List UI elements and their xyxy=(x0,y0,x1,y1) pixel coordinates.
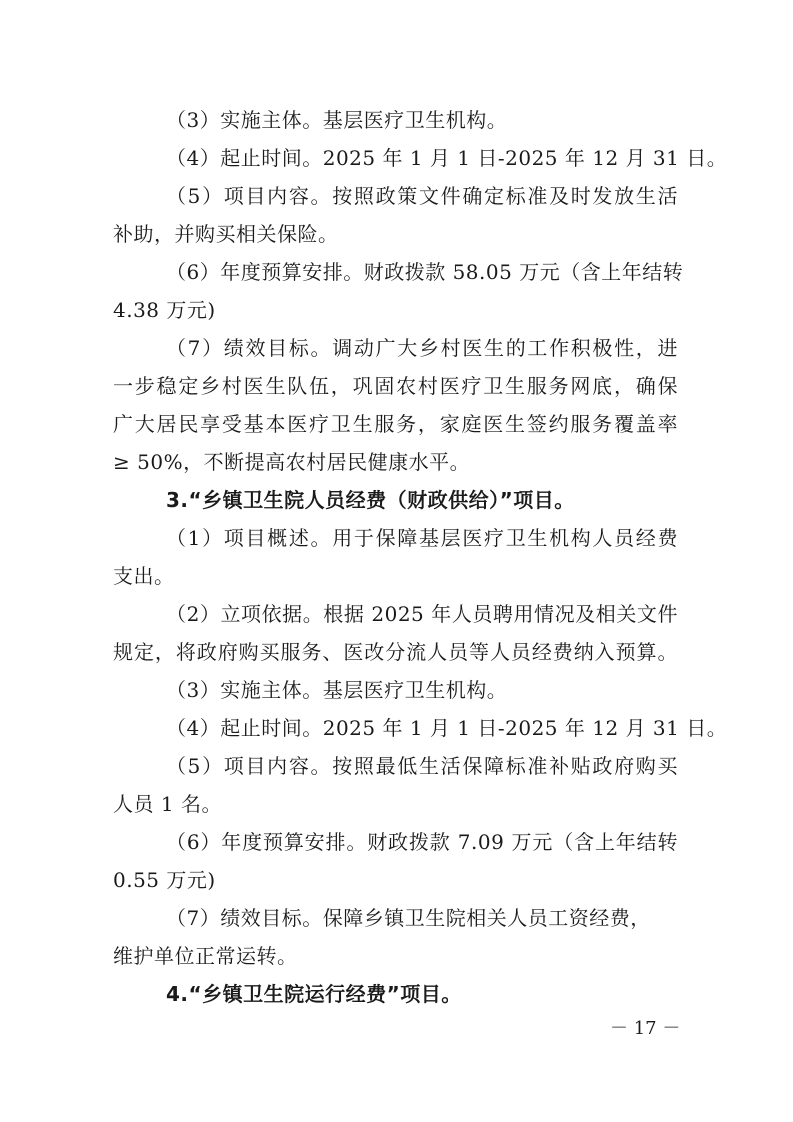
paragraph-line: （2）立项依据。根据 2025 年人员聘用情况及相关文件 xyxy=(166,602,678,626)
section-heading: 4.“乡镇卫生院运行经费”项目。 xyxy=(166,982,462,1006)
section-heading: 3.“乡镇卫生院人员经费（财政供给）”项目。 xyxy=(166,488,575,512)
paragraph-line: 0.55 万元) xyxy=(113,868,216,892)
paragraph-line: 人员 1 名。 xyxy=(113,792,222,816)
paragraph-line: 补助，并购买相关保险。 xyxy=(113,222,339,246)
paragraph-line: （3）实施主体。基层医疗卫生机构。 xyxy=(166,678,508,702)
paragraph-line: 规定，将政府购买服务、医改分流人员等人员经费纳入预算。 xyxy=(113,640,678,664)
paragraph-line: 维护单位正常运转。 xyxy=(113,944,298,968)
paragraph-line: 广大居民享受基本医疗卫生服务，家庭医生签约服务覆盖率 xyxy=(113,412,678,436)
paragraph-line: 一步稳定乡村医生队伍，巩固农村医疗卫生服务网底，确保 xyxy=(113,374,678,398)
paragraph-line: ≥ 50%，不断提高农村居民健康水平。 xyxy=(113,450,471,474)
paragraph-line: （1）项目概述。用于保障基层医疗卫生机构人员经费 xyxy=(166,526,678,550)
paragraph-line: （6）年度预算安排。财政拨款 7.09 万元（含上年结转 xyxy=(166,830,678,854)
paragraph-line: （4）起止时间。2025 年 1 月 1 日-2025 年 12 月 31 日。 xyxy=(166,146,728,170)
paragraph-line: （7）绩效目标。保障乡镇卫生院相关人员工资经费， xyxy=(166,906,651,930)
paragraph-line: （5）项目内容。按照最低生活保障标准补贴政府购买 xyxy=(166,754,678,778)
paragraph-line: 4.38 万元) xyxy=(113,298,216,322)
paragraph-line: （7）绩效目标。调动广大乡村医生的工作积极性，进 xyxy=(166,336,678,360)
paragraph-line: 支出。 xyxy=(113,564,175,588)
paragraph-line: （5）项目内容。按照政策文件确定标准及时发放生活 xyxy=(166,184,678,208)
paragraph-line: （4）起止时间。2025 年 1 月 1 日-2025 年 12 月 31 日。 xyxy=(166,716,728,740)
page-number: － 17 － xyxy=(610,1018,681,1039)
paragraph-line: （6）年度预算安排。财政拨款 58.05 万元（含上年结转 xyxy=(166,260,684,284)
paragraph-line: （3）实施主体。基层医疗卫生机构。 xyxy=(166,108,508,132)
